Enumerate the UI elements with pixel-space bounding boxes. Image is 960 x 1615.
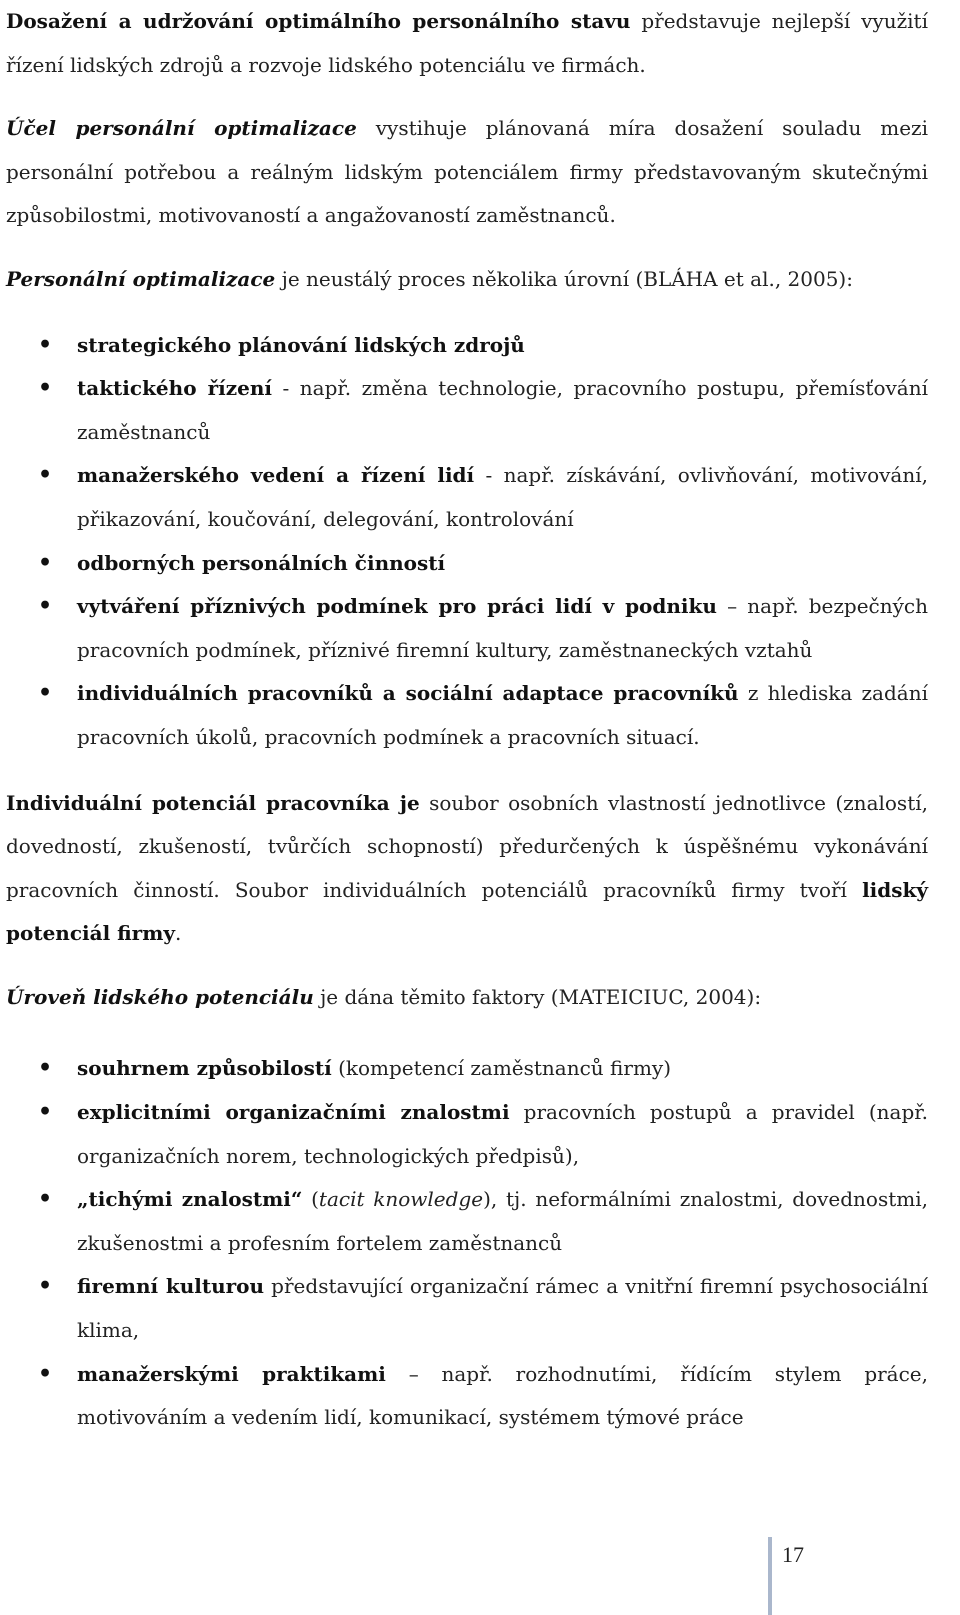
list-item-italic: tacit knowledge	[318, 1187, 484, 1212]
list-item	[6, 324, 928, 368]
list-item-text: - např. získávání, ovlivňování, motivování, přikazování, koučování, delegování, kontrolování	[77, 463, 928, 531]
list-item	[6, 1047, 928, 1091]
list-item-bold: manažerskými praktikami	[77, 1361, 386, 1386]
optimization-levels-list	[6, 324, 928, 760]
paragraph-text: soubor osobních vlastností jednotlivce (znalostí, dovedností, zkušeností, tvůrčích schopností) předurčených k úspěšnému vykonávání pracovních činností. Soubor individuálních potenciálů pracovníků firmy tvoří	[6, 790, 928, 902]
page-number-box	[768, 1537, 804, 1615]
paragraph-optimization-process	[6, 258, 928, 302]
list-item	[6, 1353, 928, 1440]
list-item	[6, 542, 928, 586]
paragraph-individual-potential	[6, 782, 928, 956]
list-item-text: – např. rozhodnutími, řídícím stylem práce, motivováním a vedením lidí, komunikací, systémem týmové práce	[77, 1361, 929, 1430]
list-item-bold: firemní kulturou	[77, 1274, 265, 1299]
list-item-text: ), tj. neformálními znalostmi, dovednostmi, zkušenostmi a profesním fortelem zaměstnanců	[77, 1187, 928, 1255]
paragraph-potential-level	[6, 976, 928, 1020]
list-item	[6, 672, 928, 759]
term-individual-potential: Individuální potenciál pracovníka je	[6, 790, 420, 815]
term-personnel-optimization: Personální optimalizace	[6, 266, 276, 291]
list-item-bold: manažerského vedení a řízení lidí	[77, 463, 475, 488]
list-item-bold: strategického plánování lidských zdrojů	[77, 332, 525, 357]
paragraph-optimization-purpose	[6, 107, 928, 238]
list-item	[6, 367, 928, 454]
paragraph-end: .	[174, 921, 182, 946]
term-optimization-purpose: Účel personální optimalizace	[6, 116, 357, 141]
paragraph-lead-bold: Dosažení a udržování optimálního personálního stavu	[6, 9, 631, 33]
term-human-potential: lidský potenciál firmy	[6, 877, 928, 946]
page-number: 17	[782, 1542, 804, 1567]
list-item	[6, 585, 928, 672]
term-potential-level: Úroveň lidského potenciálu	[6, 984, 314, 1009]
list-item-text: - např. změna technologie, pracovního postupu, přemísťování zaměstnanců	[77, 376, 928, 444]
paragraph-text: vystihuje plánovaná míra dosažení souladu mezi personální potřebou a reálným lidským potenciálem firmy představovaným skutečnými způsobilostmi, motivovaností a angažovaností zaměstnanců.	[6, 116, 928, 228]
list-item-bold: taktického řízení	[77, 376, 272, 401]
list-item-bold: vytváření příznivých podmínek pro práci lidí v podniku	[77, 594, 717, 619]
list-item-text: (	[302, 1187, 319, 1212]
list-item-bold: explicitními organizačními znalostmi	[77, 1100, 510, 1125]
list-item	[6, 1091, 928, 1178]
document-page	[6, 0, 928, 1440]
potential-factors-list	[6, 1047, 928, 1439]
list-item-text: (kompetencí zaměstnanců firmy)	[331, 1056, 672, 1081]
list-item-bold: odborných personálních činností	[77, 550, 446, 575]
paragraph-text: představuje nejlepší využití řízení lidských zdrojů a rozvoje lidského potenciálu ve firmách.	[6, 9, 928, 77]
paragraph-text: je dána těmito faktory (MATEICIUC, 2004):	[313, 984, 762, 1009]
paragraph-text: je neustálý proces několika úrovní (BLÁHA et al., 2005):	[275, 266, 853, 291]
list-item	[6, 1178, 928, 1265]
list-item-bold: souhrnem způsobilostí	[77, 1056, 332, 1081]
list-item-text: pracovních postupů a pravidel (např. organizačních norem, technologických předpisů),	[77, 1100, 928, 1168]
list-item	[6, 454, 928, 541]
list-item-text: z hlediska zadání pracovních úkolů, pracovních podmínek a pracovních situací.	[77, 681, 928, 749]
paragraph-optimal-staffing	[6, 0, 928, 87]
list-item-bold: individuálních pracovníků a sociální adaptace pracovníků	[77, 681, 739, 706]
list-item	[6, 1265, 928, 1352]
list-item-text: – např. bezpečných pracovních podmínek, příznivé firemní kultury, zaměstnaneckých vztahů	[77, 594, 928, 662]
list-item-text: představující organizační rámec a vnitřní firemní psychosociální klima,	[77, 1274, 928, 1343]
list-item-bold: „tichými znalostmi“	[77, 1187, 303, 1212]
